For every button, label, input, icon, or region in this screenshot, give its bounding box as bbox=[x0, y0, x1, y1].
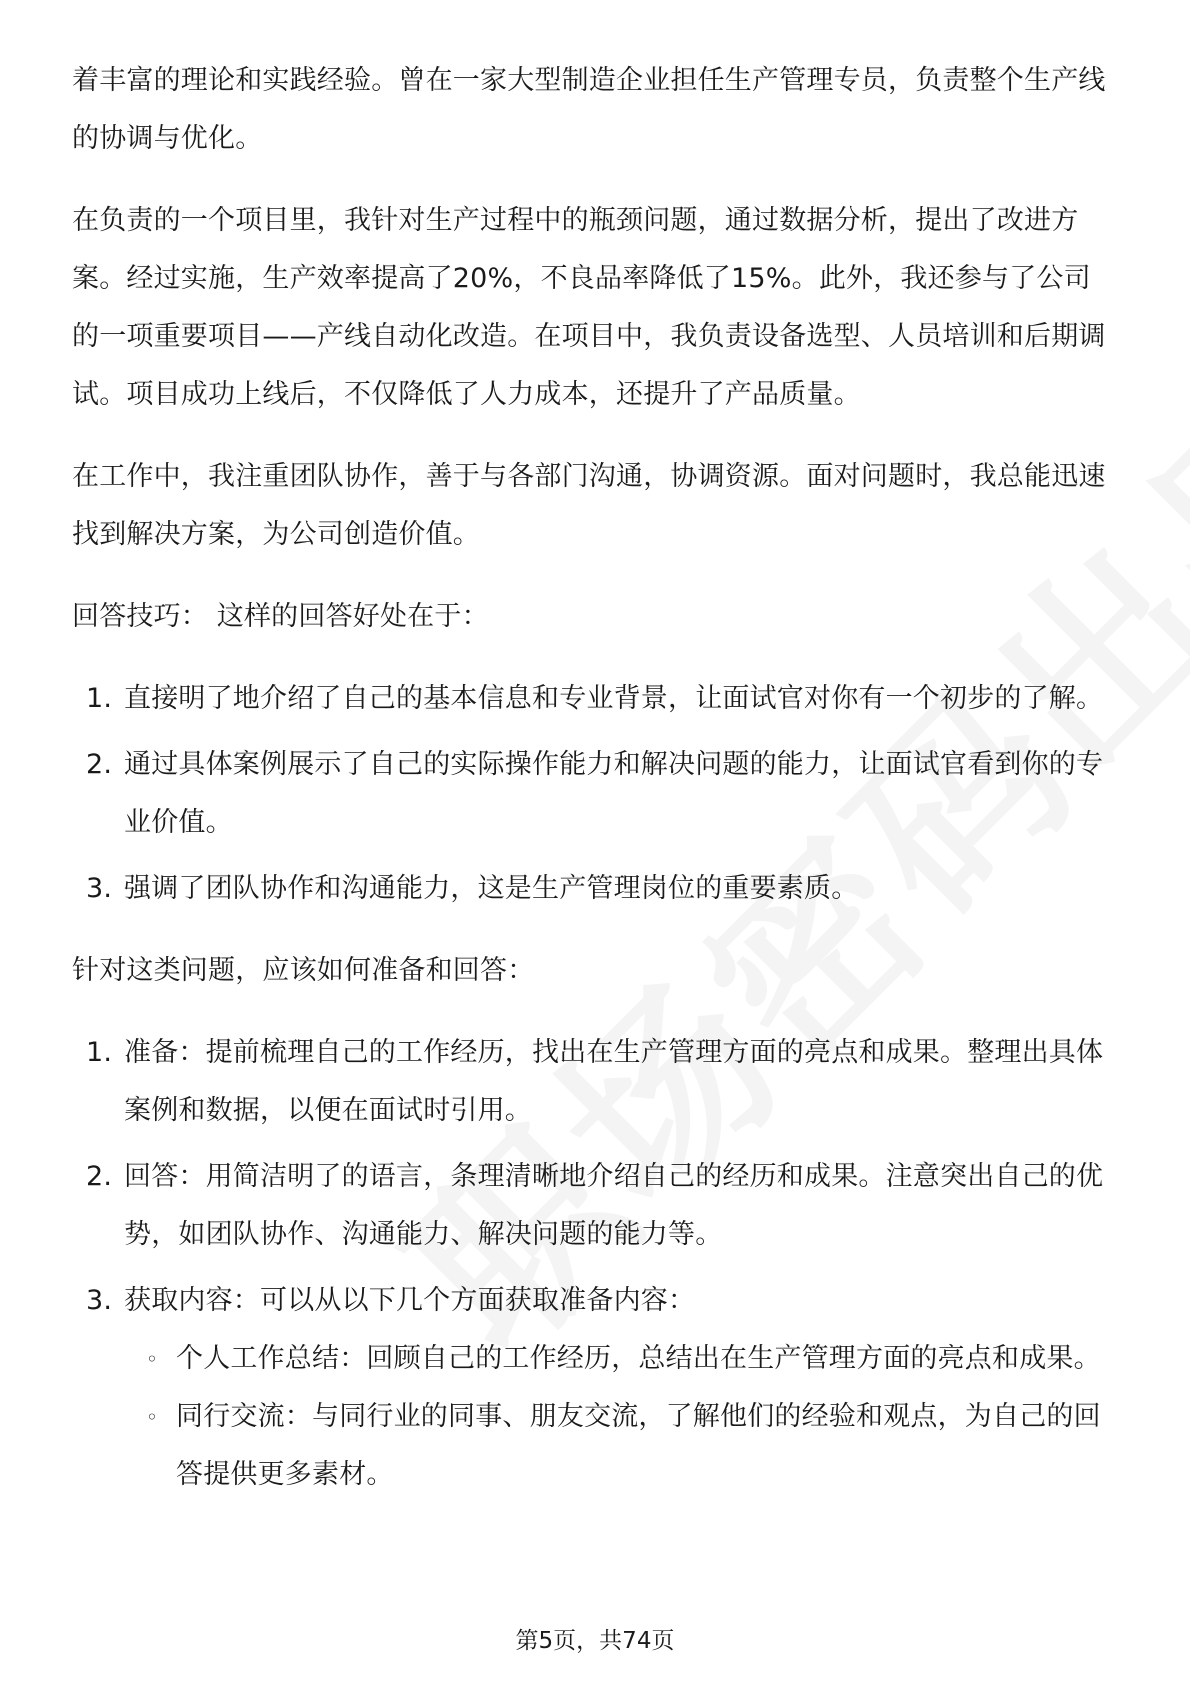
list-item bbox=[72, 1024, 1118, 1140]
list-number: 1. bbox=[86, 683, 113, 714]
list-number: 2. bbox=[86, 1161, 113, 1192]
circle-bullet-icon: ◦ bbox=[146, 1405, 158, 1429]
tips-heading: 回答技巧： 这样的回答好处在于： bbox=[72, 601, 489, 632]
sub-list-item-text: 个人工作总结：回顾自己的工作经历，总结出在生产管理方面的亮点和成果。 bbox=[176, 1343, 1101, 1374]
list-item bbox=[72, 1272, 1118, 1504]
list-item-text: 准备：提前梳理自己的工作经历，找出在生产管理方面的亮点和成果。整理出具体案例和数据，以便在面试时引用。 bbox=[124, 1037, 1104, 1126]
sub-list-item bbox=[124, 1388, 1118, 1504]
sub-list-item bbox=[124, 1330, 1118, 1388]
page-content bbox=[72, 52, 1118, 1528]
paragraph-3: 在工作中，我注重团队协作，善于与各部门沟通，协调资源。面对问题时，我总能迅速找到解决方案，为公司创造价值。 bbox=[72, 461, 1106, 550]
list-item bbox=[72, 670, 1118, 728]
sub-list-item-text: 同行交流：与同行业的同事、朋友交流，了解他们的经验和观点，为自己的回答提供更多素材。 bbox=[176, 1401, 1101, 1490]
prep-heading: 针对这类问题，应该如何准备和回答： bbox=[72, 955, 535, 986]
list-item-text: 获取内容：可以从以下几个方面获取准备内容： bbox=[124, 1285, 696, 1316]
list-number: 3. bbox=[86, 873, 113, 904]
list-item bbox=[72, 860, 1118, 918]
list-item-text: 强调了团队协作和沟通能力，这是生产管理岗位的重要素质。 bbox=[124, 873, 859, 904]
tips-list bbox=[72, 670, 1118, 918]
list-item bbox=[72, 1148, 1118, 1264]
list-item-text: 通过具体案例展示了自己的实际操作能力和解决问题的能力，让面试官看到你的专业价值。 bbox=[124, 749, 1104, 838]
list-item-text: 回答：用简洁明了的语言，条理清晰地介绍自己的经历和成果。注意突出自己的优势，如团队协作、沟通能力、解决问题的能力等。 bbox=[124, 1161, 1104, 1250]
paragraph-1: 着丰富的理论和实践经验。曾在一家大型制造企业担任生产管理专员，负责整个生产线的协调与优化。 bbox=[72, 65, 1106, 154]
sub-list bbox=[124, 1330, 1118, 1504]
list-number: 1. bbox=[86, 1037, 113, 1068]
list-number: 2. bbox=[86, 749, 113, 780]
list-item bbox=[72, 736, 1118, 852]
paragraph-2: 在负责的一个项目里，我针对生产过程中的瓶颈问题，通过数据分析，提出了改进方案。经过实施，生产效率提高了20%，不良品率降低了15%。此外，我还参与了公司的一项重要项目——产线自动化改造。在项目中，我负责设备选型、人员培训和后期调试。项目成功上线后，不仅降低了人力成本，还提升了产品质量。 bbox=[72, 205, 1106, 410]
list-number: 3. bbox=[86, 1285, 113, 1316]
page-number-footer: 第5页，共74页 bbox=[515, 1628, 675, 1654]
list-item-text: 直接明了地介绍了自己的基本信息和专业背景，让面试官对你有一个初步的了解。 bbox=[124, 683, 1104, 714]
prep-list bbox=[72, 1024, 1118, 1504]
circle-bullet-icon: ◦ bbox=[146, 1347, 158, 1371]
